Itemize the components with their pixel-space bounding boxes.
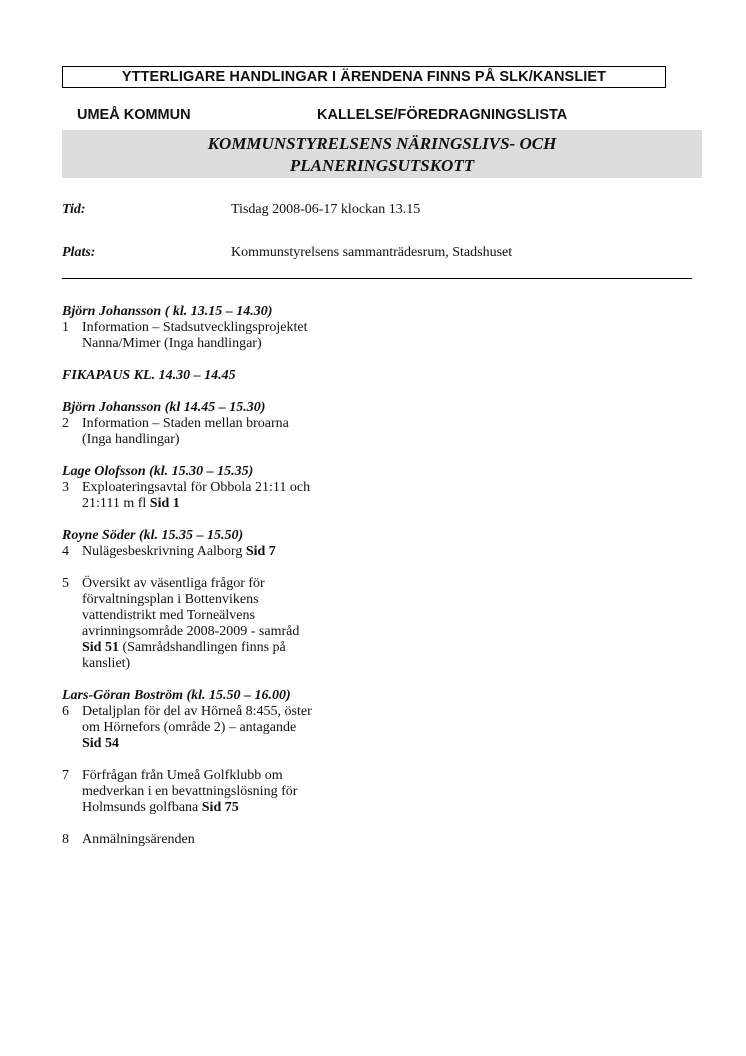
item-text: Översikt av väsentliga frågor för förvaltningsplan i Bottenvikens vattendistrikt med Torneälvens avrinningsområde 2008-2009 - samråd Sid 51 (Samrådshandlingen finns på kansliet) xyxy=(82,576,300,671)
item-number: 5 xyxy=(62,576,69,591)
agenda-item xyxy=(62,480,462,512)
item-number: 1 xyxy=(62,320,69,335)
agenda-item xyxy=(62,832,462,848)
agenda-section xyxy=(62,528,462,672)
item-number: 4 xyxy=(62,544,69,559)
item-text: Förfrågan från Umeå Golfklubb om medverkan i en bevattningslösning för Holmsunds golfbana Sid 75 xyxy=(82,768,298,815)
section-heading: Lars-Göran Boström (kl. 15.50 – 16.00) xyxy=(62,688,291,703)
plats-value: Kommunstyrelsens sammanträdesrum, Stadshuset xyxy=(231,245,513,260)
agenda xyxy=(62,304,462,864)
item-number: 8 xyxy=(62,832,69,847)
agenda-item xyxy=(62,544,462,560)
item-text: Information – Stadsutvecklingsprojektet Nanna/Mimer (Inga handlingar) xyxy=(82,320,308,351)
agenda-section xyxy=(62,464,462,512)
agenda-item xyxy=(62,416,462,448)
item-text: Information – Staden mellan broarna (Inga handlingar) xyxy=(82,416,289,447)
section-heading: Royne Söder (kl. 15.35 – 15.50) xyxy=(62,528,244,543)
break-heading: FIKAPAUS KL. 14.30 – 14.45 xyxy=(62,368,236,383)
agenda-section xyxy=(62,688,462,848)
page-reference: Sid 75 xyxy=(201,800,239,815)
agenda-break xyxy=(62,368,462,384)
section-heading: Björn Johansson (kl 14.45 – 15.30) xyxy=(62,400,266,415)
item-text: Nulägesbeskrivning Aalborg Sid 7 xyxy=(82,544,276,559)
page-reference: Sid 7 xyxy=(245,544,276,559)
item-text: Exploateringsavtal för Obbola 21:11 och 21:111 m fl Sid 1 xyxy=(82,480,311,511)
agenda-item xyxy=(62,768,462,816)
committee-title-line2: PLANERINGSUTSKOTT xyxy=(289,156,475,175)
item-number: 6 xyxy=(62,704,69,719)
committee-title xyxy=(62,130,702,178)
agenda-section xyxy=(62,400,462,448)
item-number: 7 xyxy=(62,768,69,783)
page-reference: Sid 54 xyxy=(82,736,119,751)
plats-label: Plats: xyxy=(62,245,96,260)
item-number: 3 xyxy=(62,480,69,495)
agenda-item xyxy=(62,576,462,672)
item-text: Anmälningsärenden xyxy=(82,832,195,847)
org-name: UMEÅ KOMMUN xyxy=(77,107,191,123)
agenda-section xyxy=(62,304,462,352)
agenda-item xyxy=(62,320,462,352)
item-text: Detaljplan för del av Hörneå 8:455, öster om Hörnefors (område 2) – antagande Sid 54 xyxy=(82,704,462,752)
page-reference: Sid 1 xyxy=(149,496,180,511)
doc-type: KALLELSE/FÖREDRAGNINGSLISTA xyxy=(317,107,568,123)
item-number: 2 xyxy=(62,416,69,431)
section-heading: Lage Olofsson (kl. 15.30 – 15.35) xyxy=(62,464,254,479)
committee-title-line1: KOMMUNSTYRELSENS NÄRINGSLIVS- OCH xyxy=(207,134,557,153)
section-heading: Björn Johansson ( kl. 13.15 – 14.30) xyxy=(62,304,273,319)
agenda-item xyxy=(62,704,462,752)
banner: YTTERLIGARE HANDLINGAR I ÄRENDENA FINNS PÅ SLK/KANSLIET xyxy=(62,66,666,88)
divider xyxy=(62,278,692,279)
tid-label: Tid: xyxy=(62,202,86,217)
page-reference: Sid 51 xyxy=(82,640,119,655)
tid-value: Tisdag 2008-06-17 klockan 13.15 xyxy=(231,202,421,217)
